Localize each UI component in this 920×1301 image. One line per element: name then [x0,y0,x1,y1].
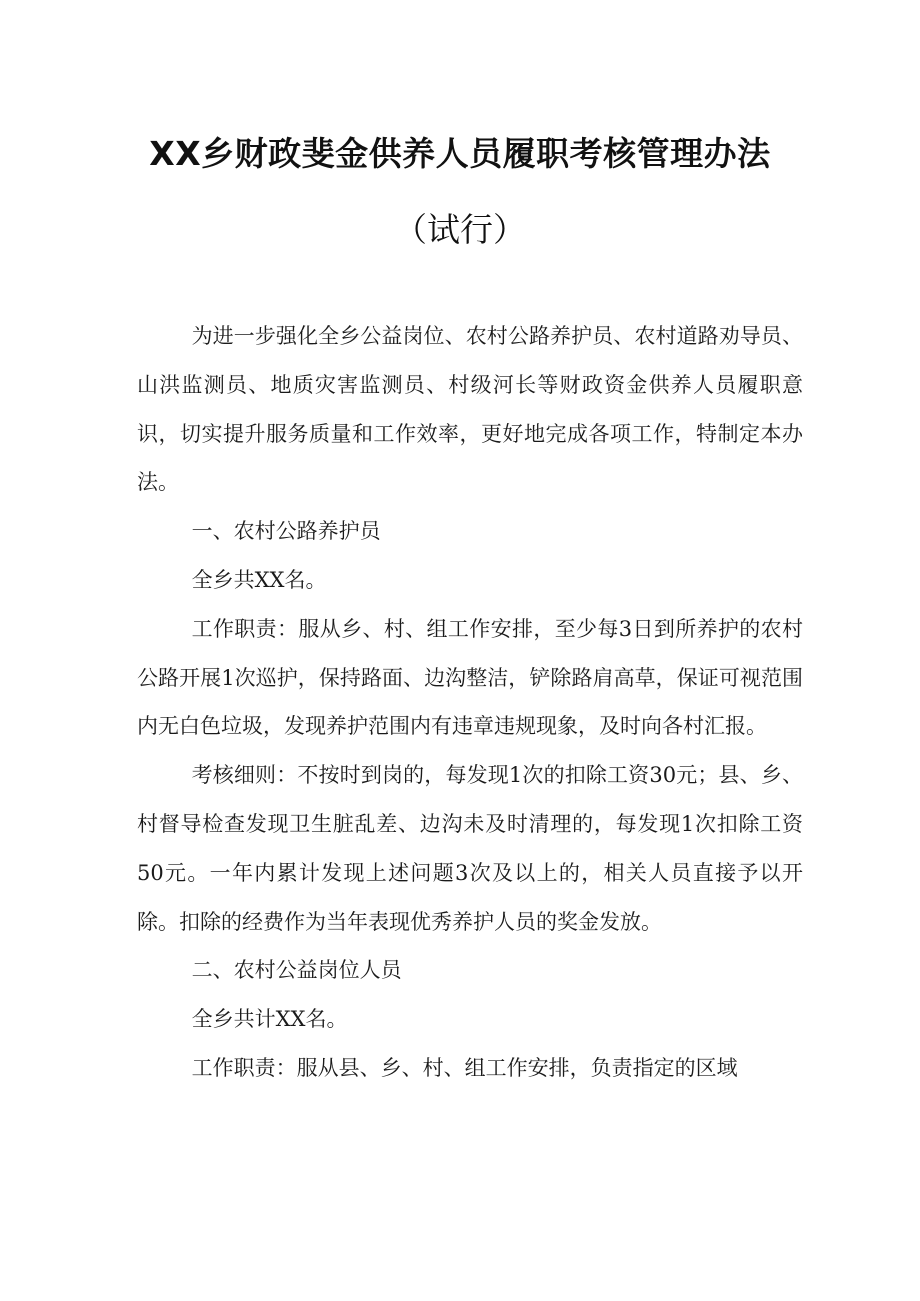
section-heading-public-welfare: 二、农村公益岗位人员 [191,958,402,983]
intro-paragraph: 为进一步强化全乡公益岗位、农村公路养护员、农村道路劝导员、山洪监测员、地质灾害监测员、村级河长等财政资金供养人员履职意识，切实提升服务质量和工作效率，更好地完成各项工作，特制定本办法。 [137,324,803,495]
document-body [137,312,803,1093]
public-welfare-duties: 工作职责：服从县、乡、村、组工作安排，负责指定的区域 [191,1055,738,1080]
public-welfare-count: 全乡共计XX名。 [191,1007,348,1032]
document-subtitle: （试行） [394,210,526,249]
road-maintainer-assessment: 考核细则：不按时到岗的，每发现1次的扣除工资30元；县、乡、村督导检查发现卫生脏乱差、边沟未及时清理的，每发现1次扣除工资50元。一年内累计发现上述问题3次及以上的，相关人员直接予以开除。扣除的经费作为当年表现优秀养护人员的奖金发放。 [137,763,803,934]
road-maintainer-count: 全乡共XX名。 [191,567,327,592]
document-title: XX乡财政斐金供养人员履职考核管理办法 [149,134,771,173]
section-heading-road-maintainer: 一、农村公路养护员 [191,519,381,544]
road-maintainer-duties: 工作职责：服从乡、村、组工作安排，至少每3日到所养护的农村公路开展1次巡护，保持路面、边沟整洁，铲除路肩高草，保证可视范围内无白色垃圾，发现养护范围内有违章违规现象，及时向各村汇报。 [137,616,803,739]
